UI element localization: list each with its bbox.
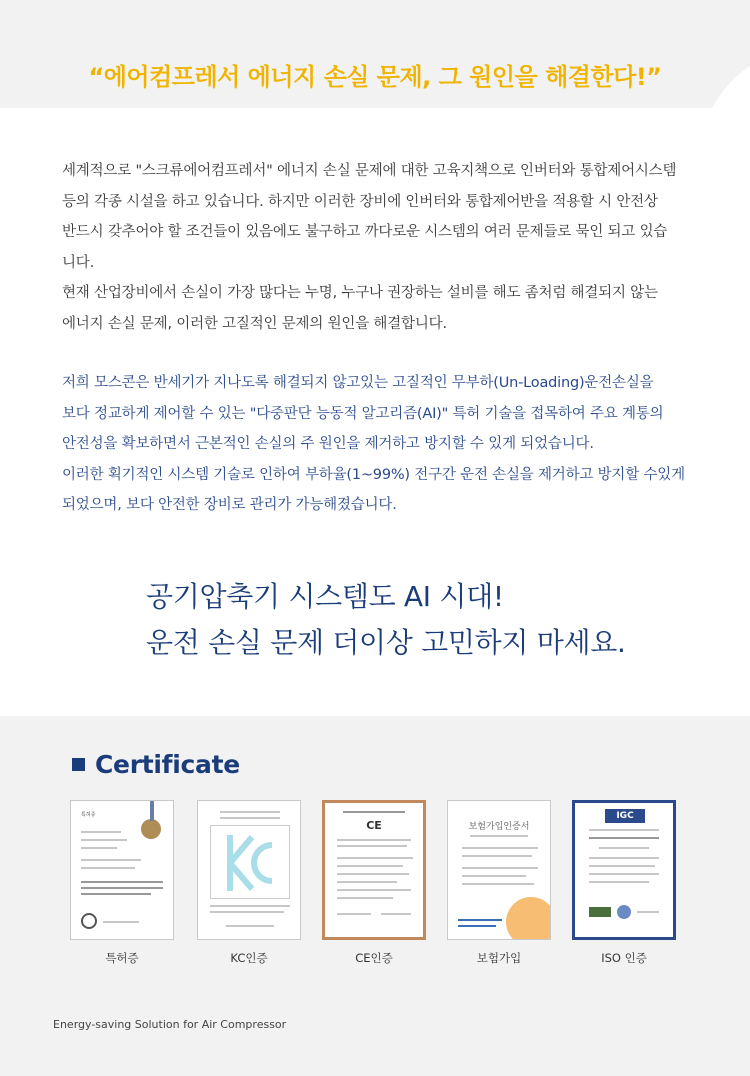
kc-document-image [197, 800, 301, 940]
solution-line: 이러한 획기적인 시스템 기술로 인하여 부하율(1~99%) 전구간 운전 손실을 제거하고 방지할 수있게 [62, 466, 685, 483]
certificate-patent[interactable] [70, 800, 174, 966]
certificate-title: Certificate [95, 750, 240, 779]
solution-line: 저희 모스콘은 반세기가 지나도록 해결되지 않고있는 고질적인 무부하(Un-Loading)운전손실을 [62, 375, 654, 391]
intro-line: 니다. [62, 254, 95, 271]
slogan [146, 574, 626, 666]
certificate-caption: CE인증 [355, 951, 393, 965]
emblem-icon [81, 913, 97, 929]
footer-tagline: Energy-saving Solution for Air Compressor [53, 1018, 287, 1031]
headline: “에어컴프레서 에너지 손실 문제, 그 원인을 해결한다!” [88, 63, 662, 91]
patent-doc-title: 특허증 [81, 812, 96, 818]
intro-line: 반드시 갖추어야 할 조건들이 있음에도 불구하고 까다로운 시스템의 여러 문제들로 묵인 되고 있습 [62, 224, 668, 240]
intro-line: 세계적으로 "스크류에어컴프레서" 에너지 손실 문제에 대한 고육지책으로 인버터와 통합제어시스템 [62, 163, 677, 179]
iaf-badge-icon [617, 905, 631, 919]
seal-icon [141, 819, 161, 839]
insurance-document-image [447, 800, 551, 940]
patent-document-image [70, 800, 174, 940]
solution-line: 안전성을 확보하면서 근본적인 손실의 주 원인을 제거하고 방지할 수 있게 되었습니다. [62, 436, 594, 452]
iso-document-image [572, 800, 676, 940]
insurance-doc-title: 보험가입인증서 [468, 822, 530, 832]
certificate-insurance[interactable] [447, 800, 551, 966]
slogan-line-2: 운전 손실 문제 더이상 고민하지 마세요. [146, 626, 626, 659]
intro-line: 등의 각종 시설을 하고 있습니다. 하지만 이러한 장비에 인버터와 통합제어반을 적용할 시 안전상 [62, 193, 658, 210]
accreditation-badge-icon [589, 907, 611, 917]
certificate-caption: KC인증 [230, 951, 268, 965]
slogan-line-1: 공기압축기 시스템도 AI 시대! [146, 580, 504, 613]
solution-line: 보다 정교하게 제어할 수 있는 "다중판단 능동적 알고리즘(AI)" 특허 기술을 접목하여 주요 계통의 [62, 405, 664, 422]
ce-document-image [322, 800, 426, 940]
certificate-caption: 특허증 [105, 951, 139, 965]
heading-square-icon [72, 758, 85, 771]
igc-logo-icon: IGC [605, 809, 645, 823]
intro-paragraph [62, 156, 702, 339]
certificate-ce[interactable] [322, 800, 426, 966]
kc-mark-icon [226, 831, 274, 895]
solution-paragraph [62, 368, 702, 521]
certificate-kc[interactable] [197, 800, 301, 966]
intro-line: 에너지 손실 문제, 이러한 고질적인 문제의 원인을 해결합니다. [62, 315, 447, 332]
certificate-iso[interactable] [572, 800, 676, 966]
certificate-heading [72, 750, 240, 779]
certificate-caption: ISO 인증 [601, 951, 647, 965]
certificate-list [70, 800, 680, 970]
decorative-circle-icon [506, 897, 551, 940]
intro-line: 현재 산업장비에서 손실이 가장 많다는 누명, 누구나 권장하는 설비를 해도 좀처럼 해결되지 않는 [62, 285, 658, 301]
solution-line: 되었으며, 보다 안전한 장비로 관리가 가능해졌습니다. [62, 497, 397, 513]
certificate-caption: 보험가입 [476, 951, 522, 965]
ce-mark-icon: CE [366, 819, 382, 832]
ribbon-icon [150, 801, 154, 821]
